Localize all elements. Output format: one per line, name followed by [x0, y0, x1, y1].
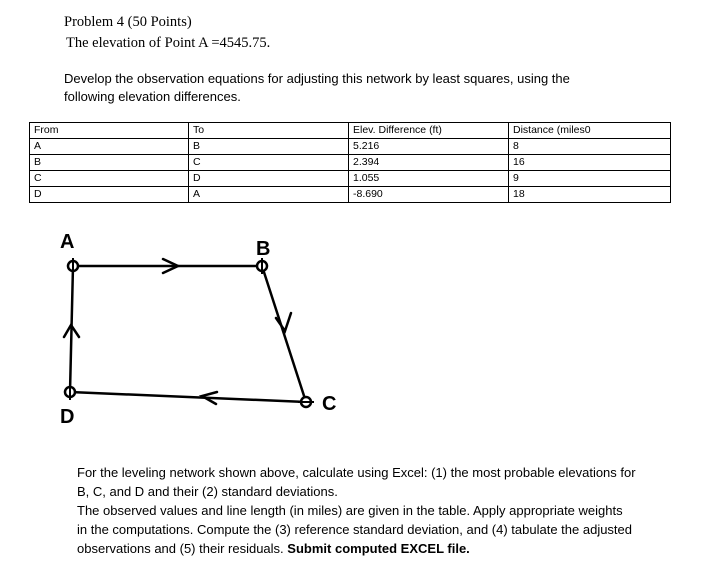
label-c: C	[322, 393, 337, 415]
label-d: D	[60, 406, 75, 428]
cell-to: C	[189, 155, 349, 171]
label-b: B	[256, 238, 271, 260]
cell-distance: 8	[509, 139, 671, 155]
table-row	[30, 139, 671, 155]
submit-note: Submit computed EXCEL file.	[287, 541, 470, 556]
table-row	[30, 155, 671, 171]
intro-paragraph	[64, 70, 570, 106]
line-c-d	[70, 392, 306, 402]
header-distance: Distance (miles0	[509, 123, 671, 139]
cell-to: D	[189, 171, 349, 187]
instruction-line-text: observations and (5) their residuals.	[77, 541, 284, 556]
cell-elev-diff: -8.690	[349, 187, 509, 203]
cell-from: A	[30, 139, 189, 155]
cell-distance: 16	[509, 155, 671, 171]
table-header-row	[30, 123, 671, 139]
instructions-paragraph	[77, 463, 677, 558]
instruction-line-last	[77, 539, 677, 558]
intro-line: following elevation differences.	[64, 89, 241, 104]
problem-title: Problem 4 (50 Points)	[64, 14, 192, 30]
table-row	[30, 187, 671, 203]
cell-elev-diff: 5.216	[349, 139, 509, 155]
instruction-line: For the leveling network shown above, calculate using Excel: (1) the most probable elevations for	[77, 465, 636, 480]
label-a: A	[60, 231, 75, 253]
cell-distance: 9	[509, 171, 671, 187]
line-b-c	[262, 266, 306, 402]
leveling-network-diagram	[40, 220, 370, 430]
header-to: To	[189, 123, 349, 139]
cell-elev-diff: 1.055	[349, 171, 509, 187]
cell-from: D	[30, 187, 189, 203]
table-row	[30, 171, 671, 187]
header-elev-diff: Elev. Difference (ft)	[349, 123, 509, 139]
cell-to: B	[189, 139, 349, 155]
intro-line: Develop the observation equations for adjusting this network by least squares, using the	[64, 71, 570, 86]
instruction-line: in the computations. Compute the (3) reference standard deviation, and (4) tabulate the adjusted	[77, 522, 633, 537]
cell-distance: 18	[509, 187, 671, 203]
cell-elev-diff: 2.394	[349, 155, 509, 171]
instruction-line: The observed values and line length (in miles) are given in the table. Apply appropriate weights	[77, 503, 623, 518]
instruction-line: B, C, and D and their (2) standard deviations.	[77, 484, 338, 499]
elevation-statement: The elevation of Point A =4545.75.	[66, 35, 271, 51]
cell-from: C	[30, 171, 189, 187]
header-from: From	[30, 123, 189, 139]
cell-from: B	[30, 155, 189, 171]
cell-to: A	[189, 187, 349, 203]
observations-table	[29, 122, 671, 203]
